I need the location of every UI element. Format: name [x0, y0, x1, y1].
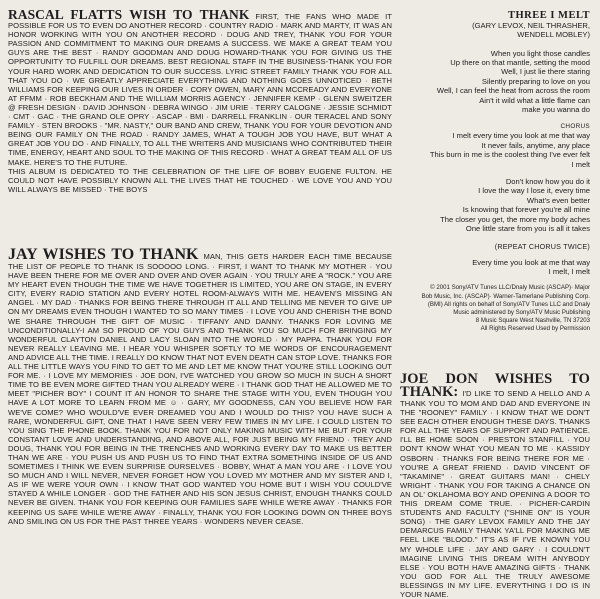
lyric-line: I melt — [571, 159, 590, 169]
copyright-line: Bob Music, Inc. (ASCAP)· Warner-Tamerlane Publishing Corp. — [421, 292, 590, 300]
verse-1 — [400, 49, 590, 115]
joedon-thanks-paragraph — [400, 373, 590, 599]
song-credit-line-1: (GARY LEVOX, NEIL THRASHER, — [472, 21, 590, 30]
lyric-line: Ain't it wild what a little flame can — [479, 95, 590, 105]
copyright-line: All Rights Reserved Used by Permission — [480, 325, 590, 333]
lyric-line: Don't know how you do it — [505, 177, 590, 187]
lyric-line: I melt every time you look at me that way — [452, 131, 590, 141]
lyric-line: I melt, I melt — [548, 266, 590, 276]
lyric-line: Is knowing that forever you're all mine — [462, 205, 590, 215]
dedication-paragraph: THIS ALBUM IS DEDICATED TO THE CELEBRATION OF THE LIFE OF BOBBY EUGENE FULTON. HE COULD NOT HAVE POSSIBLY KNOWN ALL THE LIVES THAT HE TOUCHED · WE LOVE YOU AND YOU WILL ALWAYS BE MISSED · THE BOYS — [8, 166, 392, 194]
rascal-thanks-heading: RASCAL FLATTS WISH TO THANK — [8, 7, 250, 22]
outro — [400, 258, 590, 277]
jay-thanks-text: MAN, THIS GETS HARDER EACH TIME BECAUSE THE LIST OF PEOPLE TO THANK IS SOOOOO LONG. · FIRST, I WANT TO THANK MY MOTHER · YOU HAVE BEEN THERE FOR ME OVER AND OVER AND OVER AGAIN · YOU TRULY ARE A "ROCK." YOU ARE MY HEART EVEN THOUGH THE TIME WE HAVE TOGETHER IS LIMITED, YOU ARE ON STAGE, IN EVERY CITY, EVERY RADIO STATION AND EVERY HOTEL ROOM-ALWAYS WITH ME. HEAVEN'S MISSING AN ANGEL · MY DAD · THANKS FOR BEING THERE THROUGH IT ALL AND TELLING ME NEVER TO GIVE UP ON MY DREAMS EVEN THOUGH I WANTED TO SO MANY TIMES · I LOVE YOU AND CHERISH THE BOND WE SHARE THROUGH THE GIFT OF MUSIC · TIFFANY AND DANNY. THANKS FOR LOVING ME UNCONDITIONALLY-I AM SO PROUD OF YOU GUYS AND THANK YOU SO MUCH FOR BRINGING MY WONDERFUL CLAYTON DANIEL AND LACY SLOAN INTO THE WORLD · MY PAPPA. THANK YOU FOR NEVER REALLY LEAVING ME. I HEAR YOU WHISPER SOFTLY TO ME WORDS OF ENCOURAGEMENT AND ADVICE ALL THE TIME. I REALLY DO KNOW THAT NOT EVEN DEATH CAN STOP LOVE. THANKS FOR ALL THE LITTLE WAYS YOU FIND TO GET TO ME AND LET ME KNOW THAT YOU'RE STILL LOOKING OUT FOR ME. · I LOVE MY MEMORIES · JOE DON, I'VE WATCHED YOU GROW SO MUCH IN SUCH A SHORT TIME TO BE EVEN MORE GIFTED THAN YOU ALREADY WERE · I THANK GOD THAT HE ALLOWED ME TO MEET "PICHER BOY" I COUNT IT AN HONOR TO SHARE THE STAGE WITH YOU, EVEN THOUGH YOU HAVE A LOT MORE TO LEARN FROM ME ☺ · GARY, MY GOODNESS, CAN YOU BELIEVE HOW FAR WE'VE COME? WHO WOULD'VE EVER DREAMED YOU AND I WOULD DO THIS? YOU HAVE SUCH A RARE, WONDERFUL GIFT, ONE THAT I HAVE SEEN VERY FEW TIMES IN MY LIFE. I COULD LISTEN TO YOU SING THE PHONE BOOK. THANK YOU FOR NOT ONLY MAKING MUSIC WITH ME BUT FOR YOUR CONSTANT LOVE AND UNDERSTANDING, AND ABOVE ALL, FOR JUST BEING MY FRIEND · TREY AND DOUG, THANK YOU FOR BEING IN THE TRENCHES AND WORKING EVERY DAY TO MAKE US BETTER THAN WE ARE · YOU PUSH US AND PUSH US TO FIND THAT EXTRA SOMETHING INSIDE OF US AND SOMETIMES I THINK WE EVEN SURPRISE OURSELVES · BOBBY, WHAT A MAN YOU ARE · I LOVE YOU SO MUCH AND I WILL NEVER, NEVER FORGET HOW YOU LOVED MY MOTHER AND MY SISTER AND I, AS IF WE WERE YOUR OWN · I KNOW THAT GOD WANTED YOU HOME BUT I WISH YOU COULD'VE STAYED A WHILE LONGER · GOD THE FATHER AND HIS SON JESUS CHRIST, ENOUGH THANKS COULD NEVER BE GIVEN. THANK YOU FOR KEEPING OUR FAMILIES SAFE WHILE WE'RE AWAY · THANKS FOR KEEPING US SAFE WHILE WE'RE AWAY · FINALLY, THANK YOU FOR LOOKING DOWN ON THREE BOYS AND SMILING ON US FOR THE PAST THREE YEARS · WONDERS NEVER CEASE. — [8, 252, 392, 526]
lyric-line: make you wanna do — [522, 105, 590, 115]
joedon-thanks-text: I'D LIKE TO SEND A HELLO AND A THANK YOU TO MOM AND DAD AND EVERYONE IN THE "ROONEY" FAMILY · I KNOW THAT WE DON'T SEE EACH OTHER ENOUGH THESE DAYS. THANKS FOR ALL THE YEARS OF SUPPORT AND PATIENCE. I'LL BE HOME SOON · PRESTON STANFILL · YOU DON'T KNOW WHAT YOU MEAN TO ME · KASSIDY OSBORN · THANKS FOR BEING THERE FOR ME · YOU'RE A GREAT FRIEND · DAVID VINCENT OF "TAKAMINE" · GREAT GUITARS MAN! · CHELY WRIGHT · THANK YOU FOR TAKING A CHANCE ON AN OL' OKLAHOMA BOY AND OPENING A DOOR TO THIS DREAM COME TRUE. · PICHER-CARDIN STUDENTS AND FACULTY ("SHINE ON" IS YOUR SONG) · THE GARY LEVOX FAMILY AND THE JAY DEMARCUS FAMILY THANK YA'LL FOR MAKING ME FEEL LIKE "BLOOD." IT'S AS IF I'VE KNOWN YOU MY WHOLE LIFE · JAY AND GARY · I COULDN'T IMAGINE LIVING THIS DREAM WITH ANYBODY ELSE · YOU BOTH HAVE AMAZING GIFTS · THANK YOU GOD FOR ALL THE TRULY AWESOME BLESSINGS IN MY LIFE. EVERYTHING I DO IS IN YOUR NAME. — [400, 389, 590, 599]
lyric-line: One little stare from you is all it takes — [465, 224, 590, 234]
copyright-line: © 2001 Sony/ATV Tunes LLC/Dnaly Music (ASCAP)· Major — [430, 284, 590, 292]
chorus — [400, 131, 590, 169]
rascal-thanks-section — [8, 9, 392, 244]
verse-2 — [400, 177, 590, 233]
jay-thanks-paragraph — [8, 248, 392, 526]
rascal-thanks-paragraph — [8, 9, 392, 167]
copyright-line: (BMI) All rights on behalf of Sony/ATV Tunes LLC and Dnaly — [427, 300, 590, 308]
repeat-chorus-label: (REPEAT CHORUS TWICE) — [494, 241, 590, 251]
lyric-line: Every time you look at me that way — [472, 257, 590, 267]
song-lyrics — [400, 10, 590, 334]
song-title: THREE I MELT — [507, 10, 590, 21]
lyric-line: When you light those candles — [490, 48, 590, 58]
lyric-line: Silently preparing to love on you — [481, 76, 590, 86]
lyric-line: It never fails, anytime, any place — [481, 140, 590, 150]
lyric-line: What's even better — [526, 195, 590, 205]
copyright-notice — [400, 284, 590, 333]
rascal-thanks-text: FIRST, THE FANS WHO MADE IT POSSIBLE FOR US TO EVEN DO ANOTHER RECORD · COUNTRY RADIO · MARK AND MARTY, IT WAS AN HONOR WORKING WITH YOU ON ANOTHER RECORD · DOUG AND TREY, THANK YOU FOR YOUR PASSION AND COMMITMENT TO MAKING OUR DREAMS A SUCCESS. WE MAKE A GREAT TEAM YOU GUYS ARE THE BEST · RANDY GOODMAN AND DOUG HOWARD-THANK YOU FOR GIVING US THE OPPORTUNITY TO FULFILL OUR DREAMS. BEST REGIONAL STAFF IN THE BUSINESS-THANK YOU FOR YOUR HARD WORK AND DEDICATION TO OUR SUCCESS. LYRIC STREET FAMILY THANK YOU FOR ALL THAT YOU DO · WE GREATLY APPRECIATE EVERYTHING AND NOTHING GOES UNNOTICED · BETH WILLIAMS FOR KEEPING OUR LIVES IN ORDER · CORY OWEN, MARY ANN MCCREADY AND EVERYONE AT FFMM · ROB BECKHAM AND THE WILLIAM MORRIS AGENCY · JENNIFER KEMP · GLENN SWEITZER @ FRESH DESIGN · DAVID JOHNSON · DEBRA WINGO · JIM URIE · TERRY CALOGNE · JESSIE SCHMIDT · CMT · GAC · THE GRAND OLE OPRY · ASCAP · BMI · DARRELL FRANKLIN · OUR TERACEL AND SONY FAMILY · STEN BROOKS · "MR. NASTY," OUR BAND AND CREW, THANK YOU FOR YOUR DEVOTION AND BEING OUR FAMILY ON THE ROAD · RANDY JAMES, WHAT A TOUGH JOB YOU HAVE, BUT WHAT A GREAT JOB YOU DO · AND FINALLY, TO ALL THE WRITERS AND MUSICIANS WHO CONTRIBUTED THEIR TIME, ENERGY, HEART AND SOUL TO THE MAKING OF THIS RECORD · WHAT A GREAT TEAM ALL OF US MAKE. HERE'S TO THE FUTURE. — [8, 12, 392, 167]
lyric-line: I love the way I lose it, every time — [478, 186, 590, 196]
song-credit-line-2: WENDELL MOBLEY) — [517, 30, 590, 40]
chorus-label: CHORUS — [560, 123, 590, 131]
jay-thanks-heading: JAY WISHES TO THANK — [8, 246, 199, 263]
lyric-line: Well, I can feel the heat from across the room — [436, 86, 590, 96]
lyric-line: The closer you get, the more my body aches — [440, 214, 590, 224]
joedon-thanks-heading: JOE DON WISHES TO THANK: — [400, 371, 590, 400]
joedon-thanks-section — [400, 371, 590, 599]
lyric-line: Up there on that mantle, setting the mood — [450, 58, 590, 67]
copyright-line: Music administered by Sony/ATV Music Publishing — [453, 308, 590, 316]
copyright-line: 8 Music Square West Nashville, TN 37203 — [475, 317, 590, 325]
lyric-line: This burn in me is the coolest thing I've ever felt — [429, 150, 590, 160]
lyric-line: Well, I just lie there staring — [501, 67, 590, 77]
jay-thanks-section — [8, 248, 392, 576]
